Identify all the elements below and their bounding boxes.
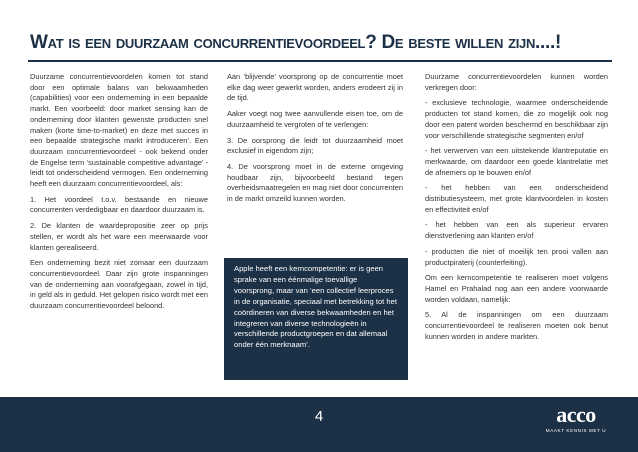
- page-title: Wat is een duurzaam concurrentievoordeel? De beste willen zijn....!: [30, 32, 561, 53]
- logo-tagline: MAAKT KENNIS MET U: [545, 428, 607, 433]
- column-3-paragraph: - het verwerven van een uitstekende klantreputatie en merkwaarde, om daardoor een goede klantrelatie met de afnemers op te bouwen en/of: [425, 146, 608, 177]
- column-1-paragraph: Duurzame concurrentievoordelen komen tot stand door een optimale balans van bekwaamheden (capabilities) voor een onderneming in een bepaalde markt. Een voorbeeld: door market sensing kan de onderneming door klanten gewenste producten snel maken (korte time-to-market) en deze met succes in een bepaalde strategische markt introduceren’. Een duurzaam concurrentievoordeel - ook bekend onder de Engelse term ‘sustainable competitive advantage’ - leidt tot onderscheidend vermogen. Een onderneming heeft een duurzaam concurrentievoordeel, als:: [30, 72, 208, 189]
- column-3-paragraph: - exclusieve technologie, waarmee onderscheidende producten tot stand komen, die zo mogelijk ook nog door een patent worden beschermd en beschikbaar zijn voor verschillende strategische segmenten en/of: [425, 98, 608, 140]
- column-3-paragraph: - het hebben van een als superieur ervaren dienstverlening aan klanten en/of: [425, 220, 608, 241]
- column-2-paragraph: Aaker voegt nog twee aanvullende eisen toe, om de duurzaamheid te vergroten of te verlengen:: [227, 109, 403, 129]
- acco-logo: [536, 404, 616, 433]
- page-number: 4: [314, 408, 324, 425]
- column-2-paragraph: 4. De voorsprong moet in de externe omgeving houdbaar zijn, bijvoorbeeld bestand tegen overheidsmaatregelen en mag niet door concurrenten in de markt omzeild kunnen worden.: [227, 161, 403, 204]
- column-1-paragraph: 2. De klanten de waardepropositie zeer op prijs stellen, er wordt als het ware een meerwaarde voor klanten gerealiseerd.: [30, 221, 208, 252]
- column-3-paragraph: - producten die niet of moeilijk ten prooi vallen aan productpiraterij (counterfeiting).: [425, 246, 608, 267]
- column-2-paragraph: 3. De oorsprong die leidt tot duurzaamheid moet exclusief in eigendom zijn;: [227, 135, 403, 156]
- quote-text: Apple heeft een kerncompetentie: er is geen sprake van een éénmalige toevallige voorsprong, maar van ‘een collectief leerproces in de organisatie, speciaal met betrekking tot het coördineren van diverse bekwaamheden en het integreren van diverse technologieën in verschillende productgroepen en dat allemaal onder één merknaam’.: [234, 264, 397, 350]
- column-1-paragraph: 1. Het voordeel t.o.v. bestaande en nieuwe concurrenten verdedigbaar en daardoor duurzaam is.: [30, 194, 208, 215]
- quote-box: [224, 258, 408, 380]
- column-3-paragraph: - het hebben van een onderscheidend distributiesysteem, met grote klantvoordelen in kosten en effectiviteit en/of: [425, 183, 608, 214]
- column-2: [227, 72, 403, 210]
- footer-bar: [0, 397, 638, 452]
- column-3-paragraph: Om een kerncompetentie te realiseren moet volgens Hamel en Prahalad nog aan een andere voorwaarde worden voldaan, namelijk:: [425, 273, 608, 304]
- column-1: [30, 72, 208, 317]
- column-3-paragraph: 5. Al de inspanningen om een duurzaam concurrentievoordeel te realiseren moeten ook benut kunnen worden in andere markten.: [425, 310, 608, 341]
- column-3: [425, 72, 608, 347]
- title-divider: [28, 60, 612, 62]
- column-1-paragraph: Een onderneming bezit niet zomaar een duurzaam concurrentievoordeel. Daar zijn grote inspanningen van de onderneming aan voorafgegaan, zowel in tijd, in geld als in geduld. Het gelopen risico wordt met een duurzaam concurrentievoordeel beloond.: [30, 258, 208, 311]
- logo-word: acco: [556, 402, 596, 427]
- column-3-paragraph: Duurzame concurrentievoordelen kunnen worden verkregen door:: [425, 72, 608, 92]
- column-2-paragraph: Aan ‘blijvende’ voorsprong op de concurrentie moet elke dag weer gewerkt worden, anders erodeert zij in de tijd.: [227, 72, 403, 103]
